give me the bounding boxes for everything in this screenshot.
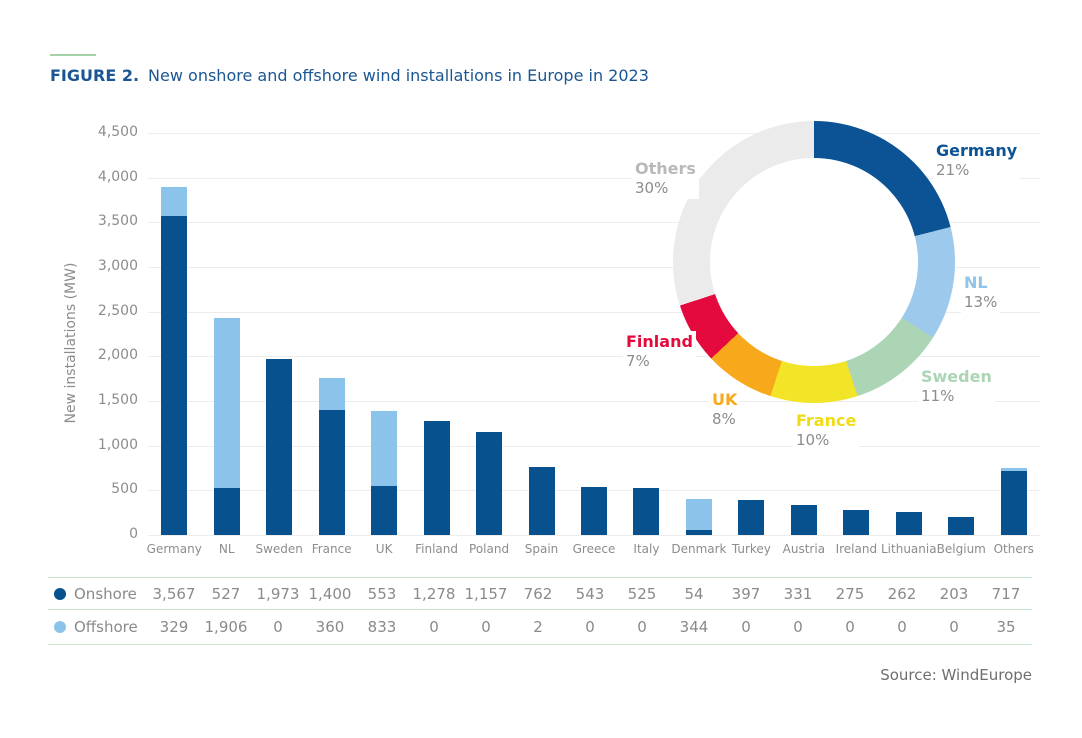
bar-column-nl: [200, 133, 252, 556]
value-offshore-spain: 2: [533, 618, 543, 636]
value-offshore-ireland: 0: [845, 618, 855, 636]
x-tick-label: Austria: [782, 542, 826, 556]
value-offshore-sweden: 0: [273, 618, 283, 636]
donut-label-pct: 7%: [626, 352, 650, 370]
offshore-legend-dot: [54, 621, 66, 633]
figure-caption: [50, 66, 649, 85]
value-onshore-denmark: 54: [684, 584, 704, 603]
x-tick-label: UK: [375, 542, 393, 556]
y-tick-label: 2,000: [97, 347, 138, 364]
onshore-legend-dot: [54, 588, 66, 600]
donut-label-sweden: [918, 366, 995, 407]
donut-label-pct: 11%: [921, 387, 955, 405]
donut-label-france: [793, 410, 859, 451]
legend-label: Onshore: [74, 584, 137, 603]
x-tick-label: France: [311, 542, 352, 556]
x-tick-label: Sweden: [255, 542, 303, 556]
value-onshore-nl: 527: [211, 584, 241, 603]
onshore-bar-segment: [161, 216, 187, 535]
value-onshore-sweden: 1,973: [256, 584, 300, 603]
value-onshore-germany: 3,567: [152, 584, 196, 603]
donut-label-name: NL: [964, 273, 988, 292]
legend-label: Offshore: [74, 618, 138, 636]
x-tick-label: Finland: [415, 542, 459, 556]
value-offshore-greece: 0: [585, 618, 595, 636]
onshore-bar-segment: [581, 487, 607, 536]
x-tick-label: Italy: [633, 542, 660, 556]
x-tick-label: Belgium: [936, 542, 986, 556]
donut-hole: [710, 158, 918, 366]
donut-label-nl: [961, 272, 1000, 313]
legend-onshore: [48, 585, 148, 603]
figure-label: FIGURE 2.: [50, 66, 140, 85]
onshore-bar-segment: [529, 467, 555, 535]
value-onshore-lithuania: 262: [887, 584, 917, 603]
bar-column-greece: [568, 133, 620, 556]
table-row-offshore: [48, 609, 1032, 645]
offshore-bar-segment: [214, 318, 240, 488]
value-offshore-turkey: 0: [741, 618, 751, 636]
y-tick-label: 4,000: [97, 168, 138, 185]
bar-column-finland: [410, 133, 462, 556]
bar-column-belgium: [935, 133, 987, 556]
y-axis-title: New installations (MW): [63, 262, 79, 424]
donut-label-name: Sweden: [921, 367, 992, 386]
value-onshore-belgium: 203: [939, 584, 969, 603]
onshore-bar-segment: [424, 421, 450, 535]
value-onshore-turkey: 397: [731, 584, 761, 603]
bar-column-germany: [146, 133, 202, 556]
onshore-bar-segment: [791, 505, 817, 535]
donut-label-others: [632, 158, 699, 199]
y-tick-label: 1,500: [97, 392, 138, 408]
onshore-bar-segment: [896, 512, 922, 535]
x-tick-label: Greece: [572, 542, 616, 556]
donut-label-pct: 30%: [635, 179, 669, 197]
bar-column-spain: [515, 133, 567, 556]
value-offshore-lithuania: 0: [897, 618, 907, 636]
y-tick-label: 4,500: [97, 124, 138, 140]
donut-label-name: UK: [712, 390, 738, 409]
donut-label-name: Others: [635, 159, 696, 178]
source-text: Source: WindEurope: [880, 666, 1032, 684]
donut-label-name: Germany: [936, 141, 1018, 160]
value-offshore-france: 360: [315, 618, 345, 636]
value-onshore-ireland: 275: [835, 584, 865, 603]
onshore-bar-segment: [371, 486, 397, 535]
x-tick-label: Denmark: [671, 542, 727, 556]
value-offshore-denmark: 344: [679, 618, 709, 636]
value-offshore-nl: 1,906: [204, 618, 248, 636]
onshore-bar-segment: [633, 488, 659, 535]
value-offshore-belgium: 0: [949, 618, 959, 636]
offshore-bar-segment: [319, 378, 345, 410]
onshore-bar-segment: [1001, 471, 1027, 535]
donut-label-pct: 13%: [964, 293, 998, 311]
onshore-bar-segment: [738, 500, 764, 535]
value-offshore-germany: 329: [159, 618, 189, 636]
x-tick-label: Germany: [146, 542, 202, 556]
offshore-bar-segment: [161, 187, 187, 216]
value-onshore-greece: 543: [575, 584, 605, 603]
x-tick-label: Turkey: [731, 542, 771, 556]
legend-offshore: [48, 618, 148, 636]
value-offshore-others: 35: [996, 618, 1016, 636]
donut-label-name: France: [796, 411, 857, 430]
y-tick-label: 3,000: [97, 258, 138, 274]
x-tick-label: Lithuania: [881, 542, 937, 556]
donut-label-pct: 21%: [936, 161, 970, 179]
bar-column-france: [305, 133, 357, 556]
bar-column-uk: [358, 133, 410, 556]
value-onshore-italy: 525: [627, 584, 657, 603]
value-offshore-italy: 0: [637, 618, 647, 636]
value-offshore-austria: 0: [793, 618, 803, 636]
bar-column-others: [988, 133, 1040, 556]
bar-column-poland: [463, 133, 515, 556]
data-table: [48, 577, 1032, 645]
onshore-bar-segment: [319, 410, 345, 535]
onshore-bar-segment: [266, 359, 292, 535]
value-offshore-uk: 833: [367, 618, 397, 636]
table-row-onshore: [48, 577, 1032, 609]
donut-label-name: Finland: [626, 332, 693, 351]
y-tick-label: 3,500: [97, 213, 138, 230]
donut-label-pct: 10%: [796, 431, 830, 449]
donut-label-finland: [623, 331, 696, 372]
x-tick-label: Ireland: [835, 542, 878, 556]
x-tick-label: NL: [218, 542, 235, 556]
value-onshore-austria: 331: [783, 584, 813, 603]
value-onshore-spain: 762: [523, 584, 553, 603]
donut-label-germany: [933, 140, 1020, 181]
value-offshore-poland: 0: [481, 618, 491, 636]
value-onshore-uk: 553: [367, 584, 397, 603]
onshore-bar-segment: [686, 530, 712, 535]
onshore-bar-segment: [948, 517, 974, 535]
x-tick-label: Spain: [524, 542, 559, 556]
value-onshore-others: 717: [991, 584, 1021, 603]
onshore-bar-segment: [843, 510, 869, 535]
offshore-bar-segment: [371, 411, 397, 485]
donut-label-pct: 8%: [712, 410, 736, 428]
y-tick-label: 0: [129, 526, 138, 542]
x-tick-label: Others: [993, 542, 1034, 556]
accent-line: [50, 54, 96, 56]
value-onshore-france: 1,400: [308, 584, 352, 603]
y-tick-label: 1,000: [97, 436, 138, 453]
donut-label-uk: [709, 389, 740, 430]
bar-column-sweden: [253, 133, 305, 556]
value-offshore-finland: 0: [429, 618, 439, 636]
onshore-bar-segment: [476, 432, 502, 535]
y-tick-label: 2,500: [97, 302, 138, 319]
gridline-0: [148, 535, 1040, 536]
y-tick-label: 500: [111, 481, 138, 498]
value-onshore-finland: 1,278: [412, 584, 456, 603]
x-tick-label: Poland: [469, 542, 510, 556]
offshore-bar-segment: [686, 499, 712, 530]
figure-title-text: New onshore and offshore wind installations in Europe in 2023: [148, 66, 649, 85]
onshore-bar-segment: [214, 488, 240, 535]
value-onshore-poland: 1,157: [464, 584, 508, 603]
